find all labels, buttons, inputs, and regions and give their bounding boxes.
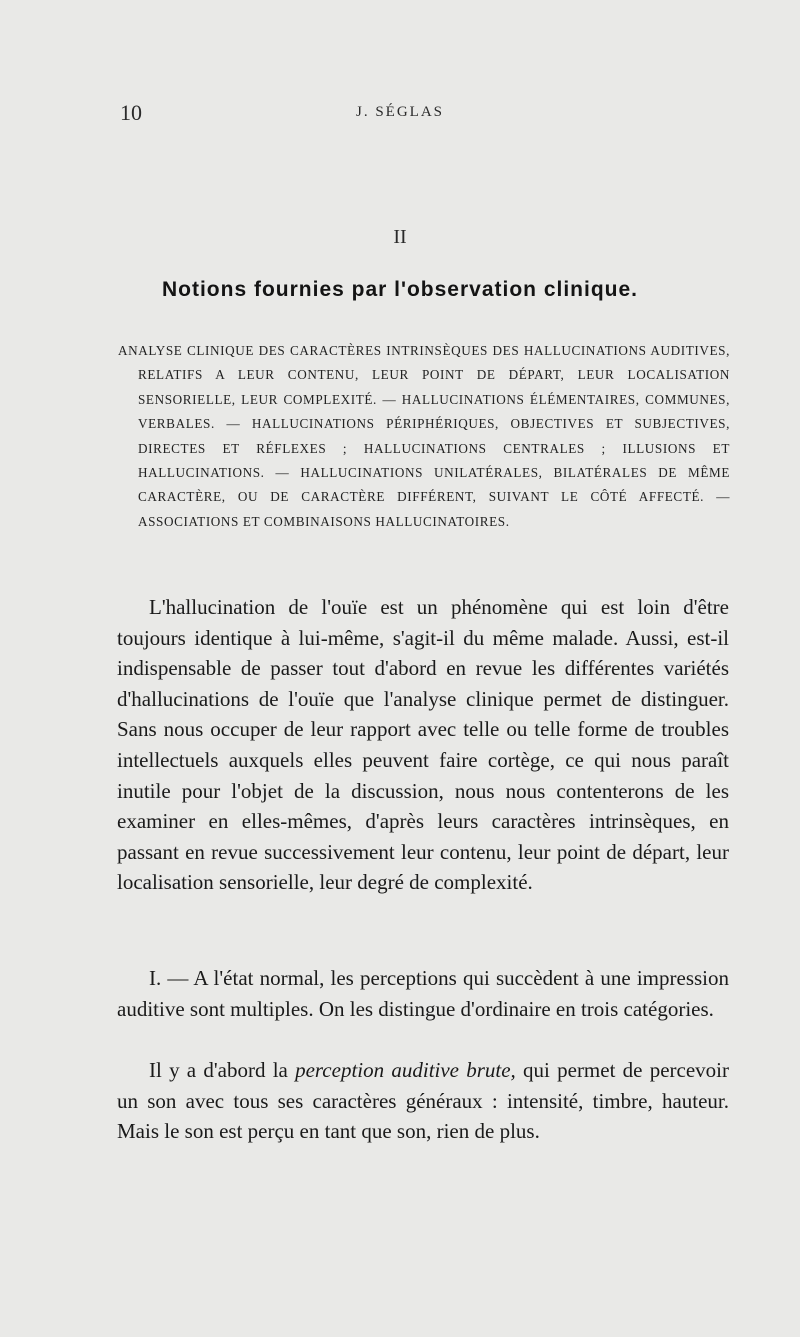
chapter-summary-text: ANALYSE CLINIQUE DES CARACTÈRES INTRINSÈQUES DES HALLUCINATIONS AUDITIVES, RELATIFS A LEUR CONTENU, LEUR POINT DE DÉPART, LEUR LOCALISATION SENSORIELLE, LEUR COMPLEXITÉ. — HALLUCINATIONS ÉLÉMENTAIRES, COMMUNES, VERBALES. — HALLUCINATIONS PÉRIPHÉRIQUES, OBJECTIVES ET SUBJECTIVES, DIRECTES ET RÉFLEXES ; HALLUCINATIONS CENTRALES ; ILLUSIONS ET HALLUCINATIONS. — HALLUCINATIONS UNILATÉRALES, BILATÉRALES DE MÊME CARACTÈRE, OU DE CARACTÈRE DIFFÉRENT, SUIVANT LE CÔTÉ AFFECTÉ. — ASSOCIATIONS ET COMBINAISONS HALLUCINATOIRES. <box>118 343 730 529</box>
body-paragraph-1: L'hallucination de l'ouïe est un phénomène qui est loin d'être toujours identique à lui-même, s'agit-il du même malade. Aussi, est-il indispensable de passer tout d'abord en revue les différentes variétés d'hallucinations de l'ouïe que l'analyse clinique permet de distinguer. Sans nous occuper de leur rapport avec telle ou telle forme de troubles intellectuels auxquels elles peuvent faire cortège, ce qui nous paraît inutile pour l'objet de la discussion, nous nous contenterons de les examiner en elles-mêmes, d'après leurs caractères intrinsèques, en passant en revue successivement leur contenu, leur point de départ, leur localisation sensorielle, leur degré de complexité. <box>117 595 729 895</box>
chapter-summary <box>118 339 730 534</box>
body-paragraph-3-rest: qui permet de percevoir un son avec tous ses caractères généraux : intensité, timbre, hauteur. Mais le son est perçu en tant que son, rien de plus. <box>117 1058 729 1144</box>
body-paragraph-2: I. — A l'état normal, les perceptions qui succèdent à une impression auditive sont multiples. On les distingue d'ordinaire en trois catégories. <box>117 966 729 1021</box>
section-number: II <box>393 226 407 248</box>
body-paragraph-3-intro: Il y a d'abord la <box>149 1058 296 1082</box>
page-number: 10 <box>120 100 142 125</box>
running-head-author: J. SÉGLAS <box>355 104 444 120</box>
running-head <box>0 100 800 130</box>
body-paragraph-3 <box>117 1055 729 1147</box>
section-title: Notions fournies par l'observation clinique. <box>161 278 639 301</box>
emphasis-perception-auditive-brute: perception auditive brute, <box>295 1058 516 1082</box>
